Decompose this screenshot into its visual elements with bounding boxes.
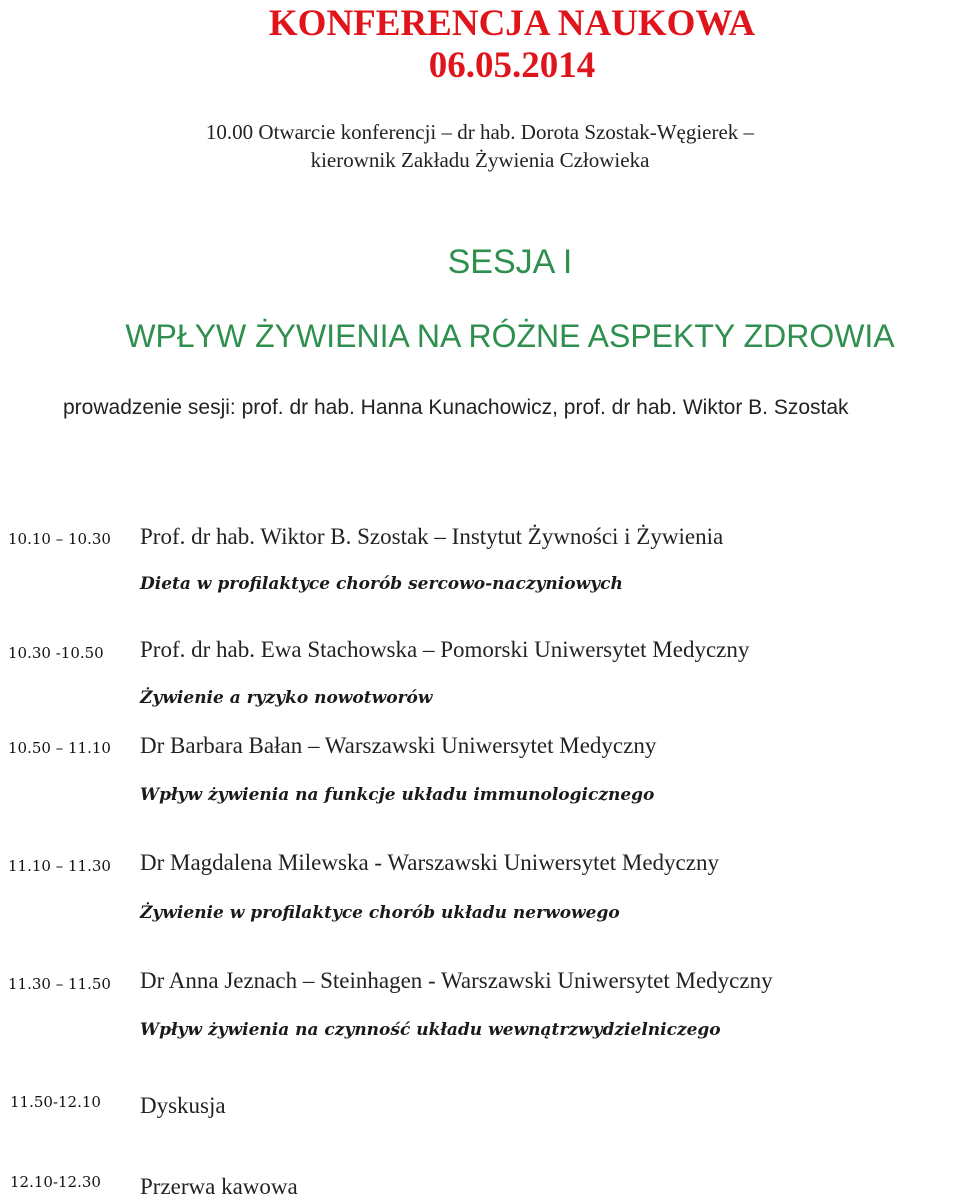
schedule-time: 11.30 – 11.50 <box>8 975 111 993</box>
conference-date: 06.05.2014 <box>428 45 596 86</box>
session-name: SESJA I <box>447 243 573 281</box>
schedule-time: 11.10 – 11.30 <box>8 857 111 875</box>
schedule-speaker: Prof. dr hab. Ewa Stachowska – Pomorski Uniwersytet Medyczny <box>140 637 750 662</box>
schedule-speaker: Dr Barbara Bałan – Warszawski Uniwersytet Medyczny <box>140 733 657 758</box>
schedule-speaker: Przerwa kawowa <box>140 1174 298 1199</box>
schedule-time: 10.50 – 11.10 <box>8 739 111 757</box>
opening-line-2: kierownik Zakładu Żywienia Człowieka <box>310 148 650 172</box>
schedule-topic: Dieta w profilaktyce chorób sercowo-naczyniowych <box>140 574 623 594</box>
session-theme: WPŁYW ŻYWIENIA NA RÓŻNE ASPEKTY ZDROWIA <box>125 318 895 354</box>
session-chairs: prowadzenie sesji: prof. dr hab. Hanna Kunachowicz, prof. dr hab. Wiktor B. Szostak <box>63 396 849 419</box>
schedule-topic: Wpływ żywienia na czynność układu wewnątrzwydzielniczego <box>140 1020 721 1040</box>
schedule-speaker: Dr Anna Jeznach – Steinhagen - Warszawski Uniwersytet Medyczny <box>140 968 773 993</box>
schedule-time: 10.10 – 10.30 <box>8 530 111 548</box>
schedule-time: 12.10-12.30 <box>10 1173 101 1191</box>
schedule-time: 11.50-12.10 <box>10 1093 101 1111</box>
conference-title: KONFERENCJA NAUKOWA <box>268 3 756 44</box>
schedule-speaker: Prof. dr hab. Wiktor B. Szostak – Instytut Żywności i Żywienia <box>140 524 724 549</box>
schedule-time: 10.30 -10.50 <box>8 644 104 662</box>
schedule-topic: Wpływ żywienia na funkcje układu immunologicznego <box>140 785 655 805</box>
schedule-speaker: Dyskusja <box>140 1093 226 1118</box>
schedule-topic: Żywienie a ryzyko nowotworów <box>140 688 433 708</box>
schedule-topic: Żywienie w profilaktyce chorób układu nerwowego <box>140 903 620 923</box>
schedule-speaker: Dr Magdalena Milewska - Warszawski Uniwersytet Medyczny <box>140 850 719 875</box>
opening-line-1: 10.00 Otwarcie konferencji – dr hab. Dorota Szostak-Węgierek – <box>205 120 755 144</box>
